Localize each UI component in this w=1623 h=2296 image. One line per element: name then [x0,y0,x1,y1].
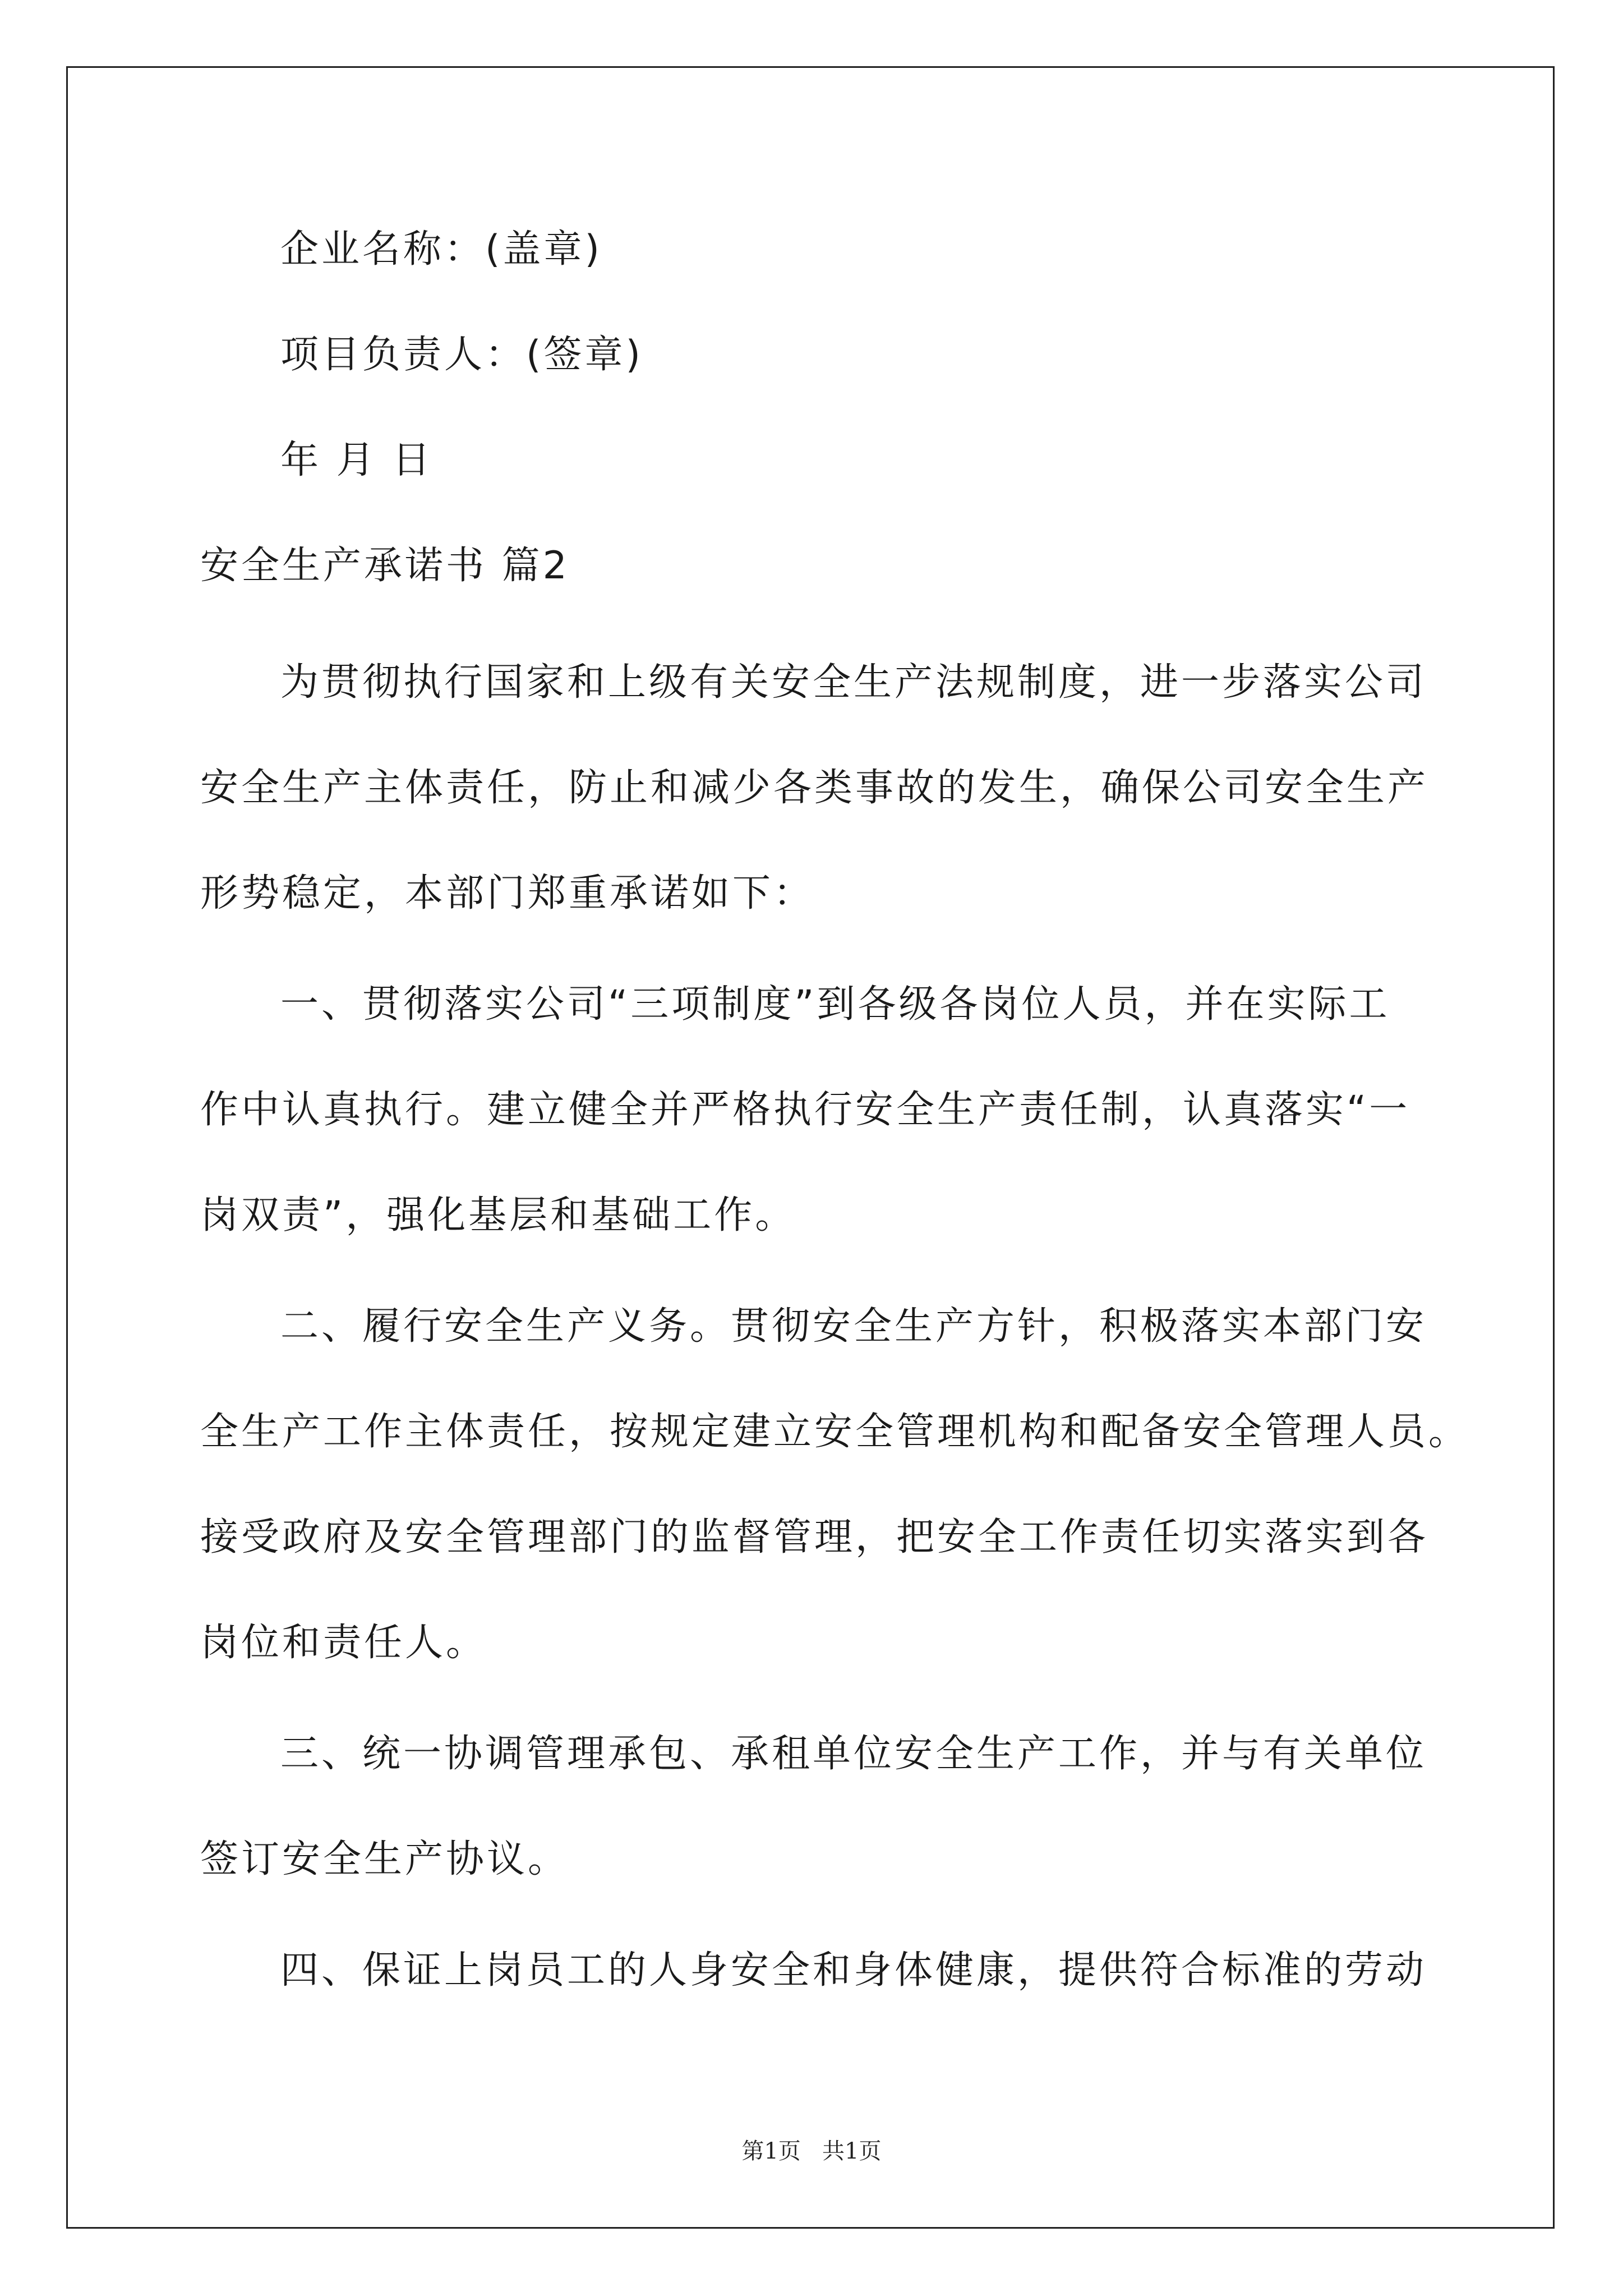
paragraph-line: 接受政府及安全管理部门的监督管理，把安全工作责任切实落实到各 [200,1515,1429,1559]
paragraph-line: 四、保证上岗员工的人身安全和身体健康，提供符合标准的劳动 [280,1948,1427,1993]
paragraph-line: 全生产工作主体责任，按规定建立安全管理机构和配备安全管理人员。 [200,1410,1470,1454]
project-leader-line: 项目负责人：(签章) [280,333,644,377]
paragraph-line: 岗位和责任人。 [200,1621,487,1665]
page-footer: 第1页 共1页 [741,2138,882,2164]
page-border [66,66,1555,2229]
paragraph-line: 安全生产主体责任，防止和减少各类事故的发生，确保公司安全生产 [200,766,1429,810]
paragraph-line: 为贯彻执行国家和上级有关安全生产法规制度，进一步落实公司 [280,660,1427,705]
paragraph-line: 岗双责”，强化基层和基础工作。 [200,1193,796,1237]
paragraph-line: 一、贯彻落实公司“三项制度”到各级各岗位人员，并在实际工 [280,982,1390,1027]
paragraph-line: 作中认真执行。建立健全并严格执行安全生产责任制，认真落实“一 [200,1088,1410,1132]
paragraph-line: 形势稳定，本部门郑重承诺如下： [200,871,815,915]
paragraph-line: 签订安全生产协议。 [200,1837,569,1881]
company-name-line: 企业名称：(盖章) [280,227,603,272]
paragraph-line: 二、履行安全生产义务。贯彻安全生产方针，积极落实本部门安 [280,1304,1427,1349]
date-line: 年 月 日 [280,438,434,482]
section-heading: 安全生产承诺书 篇2 [200,544,570,588]
paragraph-line: 三、统一协调管理承包、承租单位安全生产工作，并与有关单位 [280,1732,1427,1776]
